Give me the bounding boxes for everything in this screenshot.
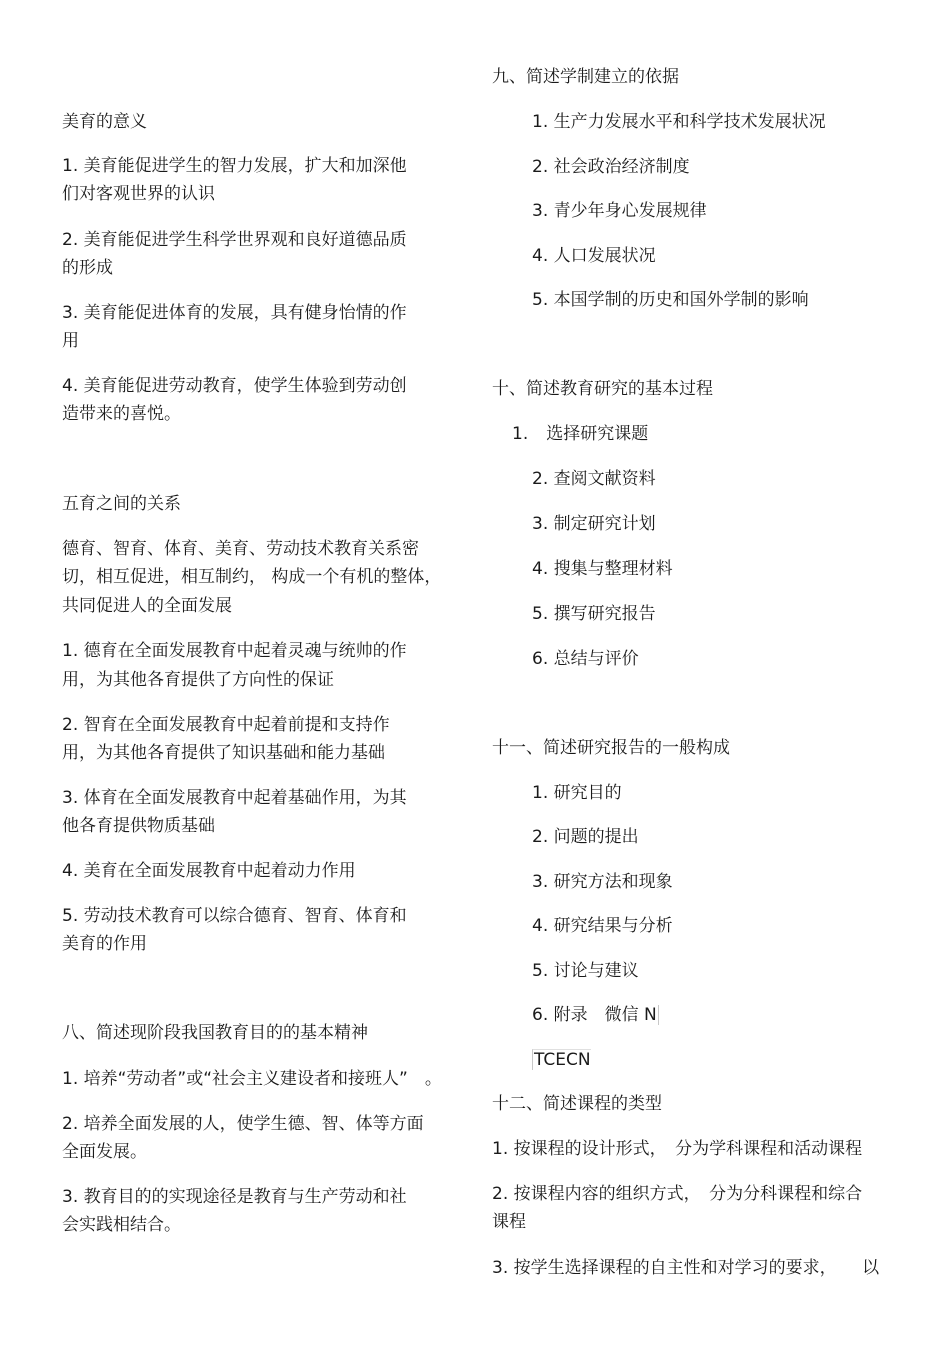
eight-item-3-line-1: 3. 教育目的的实现途径是教育与生产劳动和社 xyxy=(62,1187,407,1207)
eleven-item-6 xyxy=(532,1001,659,1029)
eleven-item-5: 5. 讨论与建议 xyxy=(532,961,639,981)
five-item-4-line-1: 4. 美育在全面发展教育中起着动力作用 xyxy=(62,861,356,881)
aesthetic-item-1-line-2: 们对客观世界的认识 xyxy=(62,184,215,204)
eleven-item-1: 1. 研究目的 xyxy=(532,783,622,803)
nine-item-2: 2. 社会政治经济制度 xyxy=(532,157,690,177)
five-item-2-line-1: 2. 智育在全面发展教育中起着前提和支持作 xyxy=(62,715,390,735)
nine-item-4: 4. 人口发展状况 xyxy=(532,246,656,266)
eight-item-2-line-2: 全面发展。 xyxy=(62,1142,147,1162)
aesthetic-item-2-line-1: 2. 美育能促进学生科学世界观和良好道德品质 xyxy=(62,230,407,250)
twelve-title: 十二、简述课程的类型 xyxy=(492,1094,662,1114)
eleven-item-2: 2. 问题的提出 xyxy=(532,827,639,847)
eleven-item-4: 4. 研究结果与分析 xyxy=(532,916,673,936)
twelve-item-1-line-1: 1. 按课程的设计形式， 分为学科课程和活动课程 xyxy=(492,1139,863,1159)
eight-item-1-line-1: 1. 培养“劳动者”或“社会主义建设者和接班人” 。 xyxy=(62,1069,442,1089)
aesthetic-item-4-line-1: 4. 美育能促进劳动教育，使学生体验到劳动创 xyxy=(62,376,407,396)
five-item-3-line-1: 3. 体育在全面发展教育中起着基础作用，为其 xyxy=(62,788,407,808)
five-intro-line-1: 德育、智育、体育、美育、劳动技术教育关系密 xyxy=(62,539,419,559)
ten-title: 十、简述教育研究的基本过程 xyxy=(492,379,713,399)
twelve-item-2-line-1: 2. 按课程内容的组织方式， 分为分科课程和综合 xyxy=(492,1184,863,1204)
eight-title: 八、简述现阶段我国教育目的的基本精神 xyxy=(62,1023,368,1043)
aesthetic-title: 美育的意义 xyxy=(62,112,147,132)
ten-item-1-number: 1. xyxy=(512,424,529,444)
eight-item-2-line-1: 2. 培养全面发展的人，使学生德、智、体等方面 xyxy=(62,1114,424,1134)
ten-item-1-text: 选择研究课题 xyxy=(546,424,649,444)
ten-item-3: 3. 制定研究计划 xyxy=(532,514,656,534)
eleven-item-6-text: 6. 附录 微信 N xyxy=(532,1005,657,1025)
five-title: 五育之间的关系 xyxy=(62,494,181,514)
eleven-item-6-continued xyxy=(532,1046,591,1074)
five-item-2-line-2: 用，为其他各育提供了知识基础和能力基础 xyxy=(62,743,385,763)
ten-item-6: 6. 总结与评价 xyxy=(532,649,639,669)
aesthetic-item-3-line-1: 3. 美育能促进体育的发展，具有健身怡情的作 xyxy=(62,303,407,323)
aesthetic-item-3-line-2: 用 xyxy=(62,331,79,351)
ten-item-5: 5. 撰写研究报告 xyxy=(532,604,656,624)
five-item-5-line-2: 美育的作用 xyxy=(62,934,147,954)
ten-item-4: 4. 搜集与整理材料 xyxy=(532,559,673,579)
eight-item-3-line-2: 会实践相结合。 xyxy=(62,1215,181,1235)
five-intro-line-3: 共同促进人的全面发展 xyxy=(62,596,232,616)
nine-item-3: 3. 青少年身心发展规律 xyxy=(532,201,707,221)
aesthetic-item-2-line-2: 的形成 xyxy=(62,258,113,278)
nine-title: 九、简述学制建立的依据 xyxy=(492,67,679,87)
twelve-item-2-line-2: 课程 xyxy=(492,1212,526,1232)
five-item-1-line-1: 1. 德育在全面发展教育中起着灵魂与统帅的作 xyxy=(62,641,407,661)
nine-item-5: 5. 本国学制的历史和国外学制的影响 xyxy=(532,290,809,310)
eleven-item-6-cont-text: TCECN xyxy=(534,1050,591,1070)
five-item-5-line-1: 5. 劳动技术教育可以综合德育、智育、体育和 xyxy=(62,906,407,926)
five-item-1-line-2: 用，为其他各育提供了方向性的保证 xyxy=(62,670,334,690)
aesthetic-item-4-line-2: 造带来的喜悦。 xyxy=(62,404,181,424)
ten-item-1 xyxy=(512,420,648,448)
eleven-title: 十一、简述研究报告的一般构成 xyxy=(492,738,730,758)
aesthetic-item-1-line-1: 1. 美育能促进学生的智力发展，扩大和加深他 xyxy=(62,156,407,176)
nine-item-1: 1. 生产力发展水平和科学技术发展状况 xyxy=(532,112,826,132)
five-intro-line-2: 切，相互促进，相互制约， 构成一个有机的整体， xyxy=(62,567,442,587)
twelve-item-3-line-1: 3. 按学生选择课程的自主性和对学习的要求， 以 xyxy=(492,1258,880,1278)
ten-item-2: 2. 查阅文献资料 xyxy=(532,469,656,489)
eleven-item-3: 3. 研究方法和现象 xyxy=(532,872,673,892)
five-item-3-line-2: 他各育提供物质基础 xyxy=(62,816,215,836)
